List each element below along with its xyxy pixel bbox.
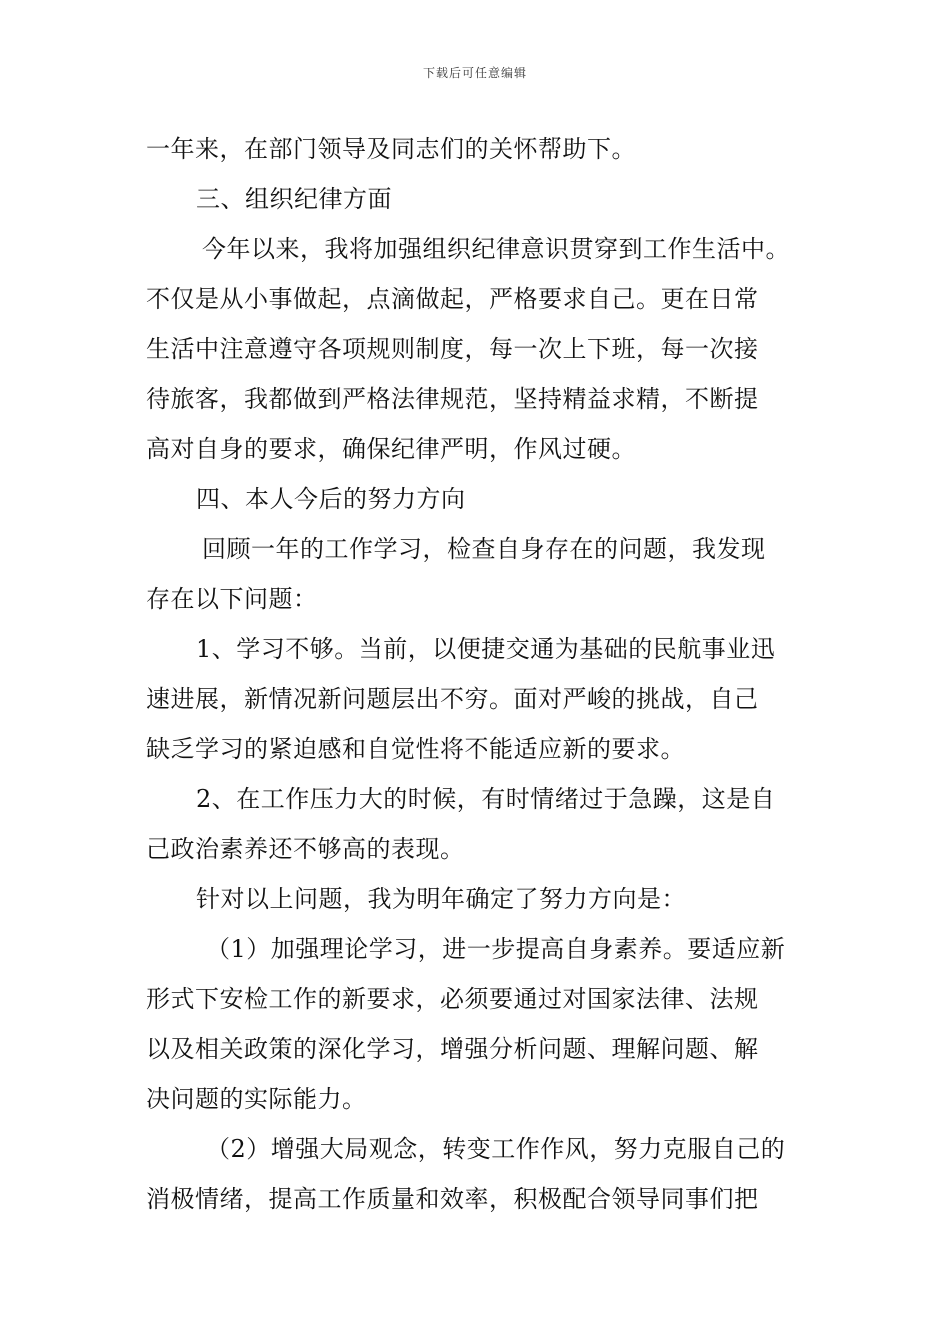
paragraph-line: 今年以来，我将加强组织纪律意识贯穿到工作生活中。 — [202, 235, 790, 263]
header-note: 下载后可任意编辑 — [422, 66, 527, 80]
list-item-line: （1）加强理论学习，进一步提高自身素养。要适应新 — [206, 935, 786, 963]
section-heading: 四、本人今后的努力方向 — [196, 485, 466, 513]
section-heading: 三、组织纪律方面 — [196, 185, 392, 213]
paragraph-line: 高对自身的要求，确保纪律严明，作风过硬。 — [146, 435, 636, 463]
paragraph-line: 一年来，在部门领导及同志们的关怀帮助下。 — [146, 135, 636, 163]
paragraph-line: 己政治素养还不够高的表现。 — [146, 835, 465, 863]
paragraph-line: 针对以上问题，我为明年确定了努力方向是： — [196, 885, 686, 913]
document-body — [146, 124, 810, 1224]
list-item-line: （2）增强大局观念，转变工作作风，努力克服自己的 — [206, 1135, 786, 1163]
paragraph-line: 决问题的实际能力。 — [146, 1085, 367, 1113]
paragraph-line: 以及相关政策的深化学习，增强分析问题、理解问题、解 — [146, 1035, 759, 1063]
paragraph-line: 待旅客，我都做到严格法律规范，坚持精益求精，不断提 — [146, 385, 759, 413]
paragraph-line: 回顾一年的工作学习，检查自身存在的问题，我发现 — [202, 535, 766, 563]
list-item-line: 2、在工作压力大的时候，有时情绪过于急躁，这是自 — [196, 785, 776, 813]
paragraph-line: 形式下安检工作的新要求，必须要通过对国家法律、法规 — [146, 985, 759, 1013]
paragraph-line: 不仅是从小事做起，点滴做起，严格要求自己。更在日常 — [146, 285, 759, 313]
paragraph-line: 消极情绪，提高工作质量和效率，积极配合领导同事们把 — [146, 1185, 759, 1213]
list-item-line: 1、学习不够。当前，以便捷交通为基础的民航事业迅 — [196, 635, 776, 663]
paragraph-line: 存在以下问题： — [146, 585, 318, 613]
paragraph-line: 生活中注意遵守各项规则制度，每一次上下班，每一次接 — [146, 335, 759, 363]
paragraph-line: 速进展，新情况新问题层出不穷。面对严峻的挑战，自己 — [146, 685, 759, 713]
paragraph-line: 缺乏学习的紧迫感和自觉性将不能适应新的要求。 — [146, 735, 685, 763]
